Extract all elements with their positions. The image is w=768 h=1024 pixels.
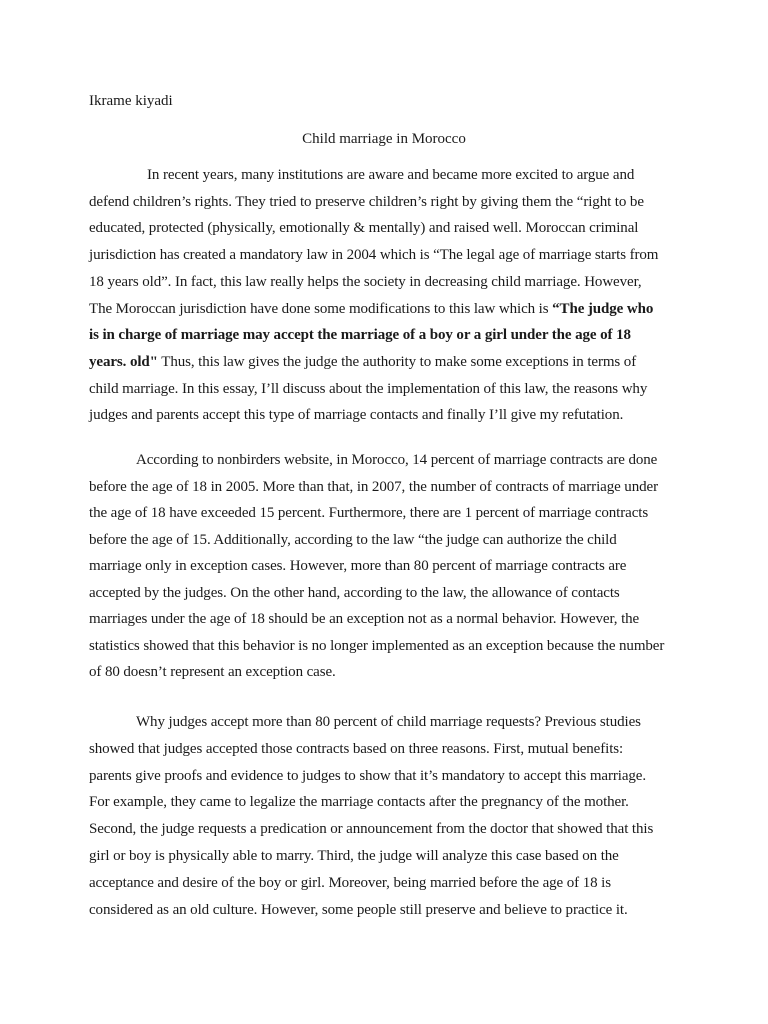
text-segment: Thus, this law gives the judge the authority to make some exceptions in terms of <box>157 353 637 370</box>
text-line <box>89 606 639 633</box>
text-segment: According to nonbirders website, in Morocco, 14 percent of marriage contracts are done <box>136 452 658 468</box>
text-segment: of 80 doesn’t represent an exception case. <box>89 664 336 680</box>
text-segment: defend children’s rights. They tried to preserve children’s right by giving them the “right to be <box>89 193 644 210</box>
text-line <box>89 215 638 242</box>
text-segment: before the age of 15. Additionally, according to the law “the judge can authorize the child <box>89 531 617 548</box>
text-segment: girl or boy is physically able to marry. Third, the judge will analyze this case based on the <box>89 848 619 864</box>
text-segment: jurisdiction has created a mandatory law in 2004 which is “The legal age of marriage starts from <box>89 247 659 264</box>
text-segment: marriages under the age of 18 should be an exception not as a normal behavior. However, the <box>89 611 640 627</box>
text-segment: child marriage. In this essay, I’ll discuss about the implementation of this law, the reasons why <box>89 380 648 397</box>
text-segment: statistics showed that this behavior is no longer implemented as an exception because the number <box>89 637 665 654</box>
text-segment: For example, they came to legalize the marriage contacts after the pregnancy of the mother. <box>89 794 629 811</box>
text-line <box>89 189 644 216</box>
text-line <box>89 500 648 527</box>
text-line <box>136 447 657 474</box>
text-segment: 18 years old”. In fact, this law really helps the society in decreasing child marriage. However, <box>89 273 642 290</box>
text-line <box>89 580 620 607</box>
text-segment: parents give proofs and evidence to judges to show that it’s mandatory to accept this marriage. <box>89 767 647 784</box>
text-segment: In recent years, many institutions are aware and became more excited to argue and <box>147 167 635 183</box>
text-line <box>89 376 647 403</box>
text-line <box>89 296 653 323</box>
text-segment: acceptance and desire of the boy or girl. Moreover, being married before the age of 18 is <box>89 874 611 891</box>
text-line <box>147 162 634 189</box>
text-line <box>89 242 658 269</box>
text-segment: is in charge of marriage may accept the marriage of a boy or a girl under the age of 18 <box>89 327 631 344</box>
text-segment: Second, the judge requests a predication or announcement from the doctor that showed that this <box>89 821 654 838</box>
text-segment: Why judges accept more than 80 percent of child marriage requests? Previous studies <box>136 714 641 730</box>
text-line <box>89 843 619 870</box>
text-line <box>89 870 611 897</box>
text-segment: showed that judges accepted those contracts based on three reasons. First, mutual benefits: <box>89 740 624 757</box>
text-segment: years. old" <box>89 353 158 370</box>
text-segment: considered as an old culture. However, some people still preserve and believe to practice it. <box>89 901 628 918</box>
author-name: Ikrame kiyadi <box>89 93 173 109</box>
text-line <box>89 269 642 296</box>
text-segment: The Moroccan jurisdiction have done some modifications to this law which is <box>89 300 553 317</box>
text-line <box>89 474 658 501</box>
text-segment: before the age of 18 in 2005. More than that, in 2007, the number of contracts of marriage under <box>89 478 658 495</box>
text-line <box>89 527 617 554</box>
text-segment: “The judge who <box>552 300 654 317</box>
document-title: Child marriage in Morocco <box>302 131 466 147</box>
text-line <box>136 709 641 736</box>
text-segment: judges and parents accept this type of marriage contacts and finally I’ll give my refutation. <box>89 407 624 424</box>
text-segment: the age of 18 have exceeded 15 percent. Furthermore, there are 1 percent of marriage contracts <box>89 505 649 521</box>
text-line <box>89 402 623 429</box>
text-line <box>89 659 336 686</box>
text-segment: educated, protected (physically, emotionally & mentally) and raised well. Moroccan criminal <box>89 220 639 237</box>
text-segment: marriage only in exception cases. However, more than 80 percent of marriage contracts are <box>89 558 627 574</box>
text-line <box>89 736 623 763</box>
text-line <box>89 553 626 580</box>
text-segment: accepted by the judges. On the other hand, according to the law, the allowance of contacts <box>89 584 620 601</box>
text-line <box>89 349 636 376</box>
text-line <box>89 816 653 843</box>
text-line <box>89 763 646 790</box>
text-line <box>89 322 631 349</box>
text-line <box>89 897 628 924</box>
text-line <box>89 633 664 660</box>
text-line <box>89 789 629 816</box>
